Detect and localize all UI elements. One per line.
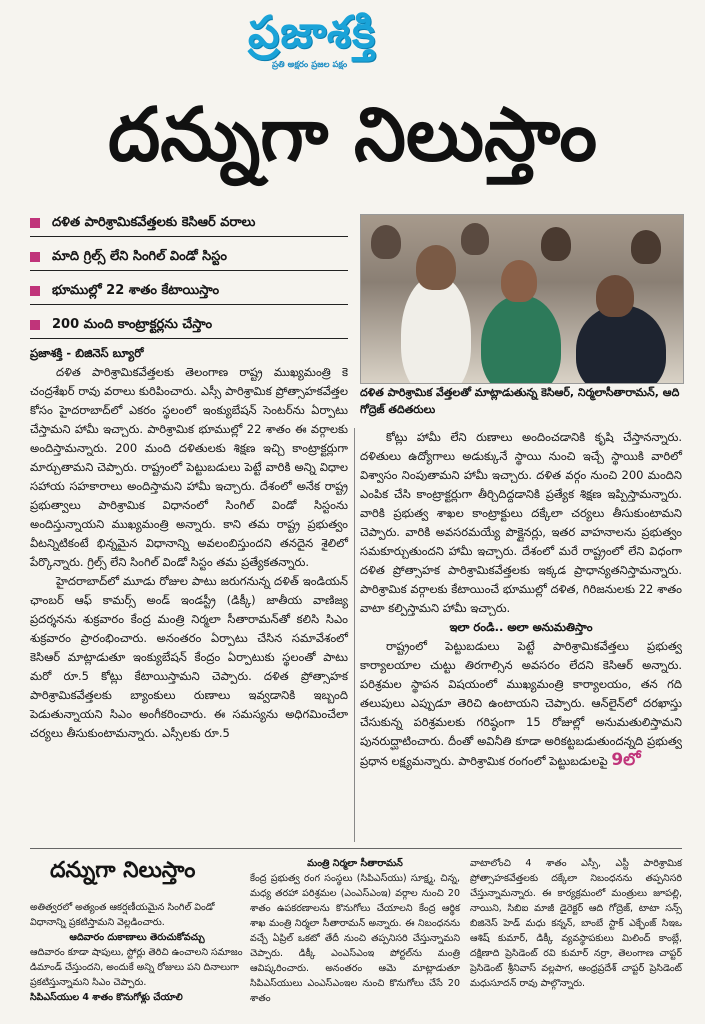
bullet-item: 200 మంది కాంట్రాక్టర్లను చేస్తాం — [30, 314, 348, 339]
bullet-item: భూముల్లో 22 శాతం కేటాయిస్తాం — [30, 280, 348, 305]
section-divider — [30, 848, 682, 849]
masthead-tagline: ప్రతి అక్షరం ప్రజల పక్షం — [272, 60, 348, 70]
news-photo — [360, 214, 684, 384]
byline: ప్రజాశక్తి - బిజినెస్ బ్యూరో — [30, 346, 144, 360]
continued-page-marker: 9లో — [611, 750, 641, 770]
masthead-name: ప్రజాశక్తి — [248, 7, 377, 58]
column-divider — [354, 428, 355, 842]
headline: దన్నుగా నిలుస్తాం — [107, 92, 598, 178]
bottom-subhead: సిపిఎస్‌యుల 4 శాతం కొనుగోళ్లు చేయాలి — [30, 992, 183, 1003]
article-paragraph: రాష్ట్రంలో పెట్టుబడులు పెట్టే పారిశ్రామికవేత్తలు ప్రభుత్వ కార్యాలయాల చుట్టు తిరగాల్సిన అవసరం లేదని కెసిఆర్ అన్నారు. పరిశ్రమల స్థాపన విషయంలో ముఖ్యమంత్రి కార్యాలయం, తన గది తలుపులు ఎప్పుడూ తెరిచి ఉంటాయని చెప్పారు. ఆన్‌లైన్‌లో దరఖాస్తు చేసుకున్న పరిశ్రమలకు గరిష్ఠంగా 15 రోజుల్లో అనుమతులిస్తామని పునరుద్ఘాటించారు. దీంతో అవినీతి కూడా అరికట్టబడుతుందన్నది ప్రభుత్వ ప్రధాన లక్ష్యమన్నారు. పారిశ్రామిక రంగంలో పెట్టుబడులపై 9లో — [360, 639, 682, 770]
article-paragraph: దళిత పారిశ్రామికవేత్తలకు తెలంగాణ రాష్ట్ర ముఖ్యమంత్రి కె చంద్రశేఖర్ రావు వరాలు కురిపించారు. ఎస్సీ పారిశ్రామిక ప్రోత్సాహకవేత్తల కోసం హైదరాబాద్‌లో ఎకరం స్థలంలో ఇంక్యుబేషన్ సెంటర్‌ను ఏర్పాటు చేస్తామని హామీ ఇచ్చారు. పారిశ్రామిక భూముల్లో 22 శాతం ఈ వర్గాలకు అందిస్తామన్నారు. 200 మంది దళితులకు శిక్షణ ఇచ్చి కాంట్రాక్టర్లుగా మార్చుతామని చెప్పారు. రాష్ట్రంలో పెట్టుబడులు పెట్టే వారికి అన్ని విధాల సహాయ సహకారాలు అందిస్తామని హామీ ఇచ్చారు. దేశంలో అనేక రాష్ట్ర ప్రభుత్వాలు పారిశ్రామిక విధానంలో సింగిల్ విండో సిస్టంను అందిస్తున్నాయని ముఖ్యమంత్రి అన్నారు. కాని తమ రాష్ట్ర ప్రభుత్వం వీటన్నిటికంటే భిన్నమైన విధానాన్ని అవలంబిస్తుందని తనదైన శైలిలో పేర్కొన్నారు. గ్రిల్స్ లేని సింగిల్ విండో సిస్టం తమ ప్రత్యేకతన్నారు. — [30, 365, 348, 569]
bottom-subhead: ఆదివారం దుకాణాలు తెరుచుకోవచ్చు — [69, 932, 205, 943]
bullet-square-icon — [30, 218, 40, 228]
bullet-square-icon — [30, 252, 40, 262]
photo-caption: దళిత పారిశ్రామిక వేత్తలతో మాట్లాడుతున్న కెసిఆర్, నిర్మలాసీతారామన్, ఆది గోద్రెజ్ తదితరులు — [360, 386, 680, 416]
article-paragraph: కోట్లు హామీ లేని రుణాలు అందించడానికి కృషి చేస్తానన్నారు. దళితులు ఉద్యోగాలు అడుక్కునే స్థాయి నుంచి ఇచ్చే స్థాయికి వారిలో విశ్వాసం నింపుతామని హామీ ఇచ్చారు. దళిత వర్గం నుంచి 200 మందిని ఎంపిక చేసి కాంట్రాక్టర్లుగా తీర్చిదిద్దడానికి ప్రత్యేక శిక్షణ ఇప్పిస్తామన్నారు. వారికి ప్రభుత్వ శాఖల కాంట్రాక్టులు దక్కేలా చర్యలు తీసుకుంటామని చెప్పారు. వారికి అవసరమయ్యే పొక్లైనర్లు, ఇతర వాహనాలను ప్రభుత్వం సమకూర్చుతుందని హామీ ఇచ్చారు. దేశంలో మరే రాష్ట్రంలో లేని విధంగా దళిత ప్రోత్సాహక పారిశ్రామికవేత్తలకు ఇక్కడ ప్రాధాన్యతనిస్తామన్నారు. పారిశ్రామిక వర్గాలకు కేటాయించే భూముల్లో దళిత, గిరిజనులకు 22 శాతం వాటా కల్పిస్తామని హామీ ఇచ్చారు. — [360, 430, 682, 615]
bottom-column-head: మంత్రి నిర్మలా సీతారామన్ — [307, 858, 403, 869]
article-subhead: ఇలా రండి.. అలా అనుమతిస్తాం — [449, 620, 593, 634]
bullet-square-icon — [30, 286, 40, 296]
bullet-square-icon — [30, 320, 40, 330]
bullet-item: మాది గ్రిల్స్ లేని సింగిల్ విండో సిస్టం — [30, 246, 348, 271]
highlight-bullets — [30, 212, 348, 348]
bottom-headline: దన్నుగా నిలుస్తాం — [50, 858, 196, 883]
masthead-logo — [248, 6, 448, 76]
bottom-column-2: మంత్రి నిర్మలా సీతారామన్ కేంద్ర ప్రభుత్వ రంగ సంస్థలు (సిపిఎస్‌యు) సూక్ష్మ, చిన్న, మధ్య తరహా పరిశ్రమల (ఎంఎస్ఎంఇ) వర్గాల నుంచి 20 శాతం ఉపకరణాలను కొనుగోలు చేయాలని కేంద్ర ఆర్థిక శాఖ మంత్రి నిర్మలా సీతారామన్ అన్నారు. ఈ నిబంధనను వచ్చే ఏప్రిల్ ఒకటో తేదీ నుంచి తప్పనిసరి చేస్తున్నామని చెప్పారు. డిక్కీ ఎంఎస్ఎంఇ పోర్టల్‌ను మంత్రి ఆవిష్కరించారు. అనంతరం ఆమె మాట్లాడుతూ సిపిఎస్‌యులు ఎంఎస్ఎంఇల నుంచి కొనుగోలు చేసే 20 శాతం — [250, 858, 460, 1004]
article-column-1 — [30, 344, 348, 743]
article-paragraph: హైదరాబాద్‌లో మూడు రోజుల పాటు జరుగనున్న దళిత్ ఇండియన్ ఛాంబర్ ఆఫ్ కామర్స్ అండ్ ఇండస్ట్రీ (డిక్కీ) జాతీయ వాణిజ్య ప్రదర్శనను శుక్రవారం కేంద్ర మంత్రి నిర్మలా సీతారామన్‌తో కలిసి సిఎం శుక్రవారం ప్రారంభించారు. అనంతరం ఏర్పాటు చేసిన సమావేశంలో కెసిఆర్ మాట్లాడుతూ ఇంక్యుబేషన్ కేంద్రం ఏర్పాటుకు స్థలంతో పాటు మరో రూ.5 కోట్లు కేటాయిస్తామని చెప్పారు. దళిత ప్రోత్సాహక పారిశ్రామికవేత్తలకు బ్యాంకులు రుణాలు ఇవ్వడానికి ఇబ్బంది పెడుతున్నాయని సిఎం అంగీకరించారు. ఈ సమస్యను అధిగమించేలా చర్యలు తీసుకుంటామన్నారు. ఎస్సీలకు రూ.5 — [30, 574, 348, 740]
bottom-column-3: వాటాలోంచి 4 శాతం ఎస్సీ, ఎస్టీ పారిశ్రామిక ప్రోత్సాహకవేత్తలకు దక్కేలా నిబంధనను తప్పనిసరి చేస్తున్నామన్నారు. ఈ కార్యక్రమంలో మంత్రులు జూపల్లి, నాయిని, సిబిఐ మాజీ డైరెక్టర్ ఆది గోద్రెజ్, టాటా సన్స్ బిజినెస్ హెడ్ మధు కన్నన్, బాంబే స్టాక్ ఎక్ఛేంజ్ సిఇఒ ఆశిష్ కుమార్, డిక్కీ వ్యవస్థాపకులు మిలింద్ కాంబ్లే, దక్షిణాది ప్రెసిడెంట్ రవి కుమార్ నర్రా, తెలంగాణ చాప్టర్ ప్రెసిడెంట్ శ్రీనివాస్ వల్లపాగ, ఆంధ్రప్రదేశ్ చాప్టర్ ప్రెసిడెంట్ మధుసూదన్ రావు పాల్గొన్నారు. — [470, 858, 682, 989]
article-column-2 — [360, 428, 682, 771]
bottom-column-1: దన్నుగా నిలుస్తాం అతిత్వరలో అత్యంత ఆకర్షణీయమైన సింగిల్ విండో విధానాన్ని ప్రకటిస్తామని వెల్లడించారు. ఆదివారం దుకాణాలు తెరుచుకోవచ్చు ఆదివారం కూడా షాపులు, స్టోర్లు తెరిచి ఉంచాలని సమాజం డిమాండ్ చేస్తుందని, అందుకే అన్ని రోజులు పని దినాలుగా ప్రకటిస్తున్నామని సిఎం చెప్పారు. సిపిఎస్‌యుల 4 శాతం కొనుగోళ్లు చేయాలి — [30, 858, 243, 1003]
bullet-item: దళిత పారిశ్రామికవేత్తలకు కెసిఆర్ వరాలు — [30, 212, 348, 237]
